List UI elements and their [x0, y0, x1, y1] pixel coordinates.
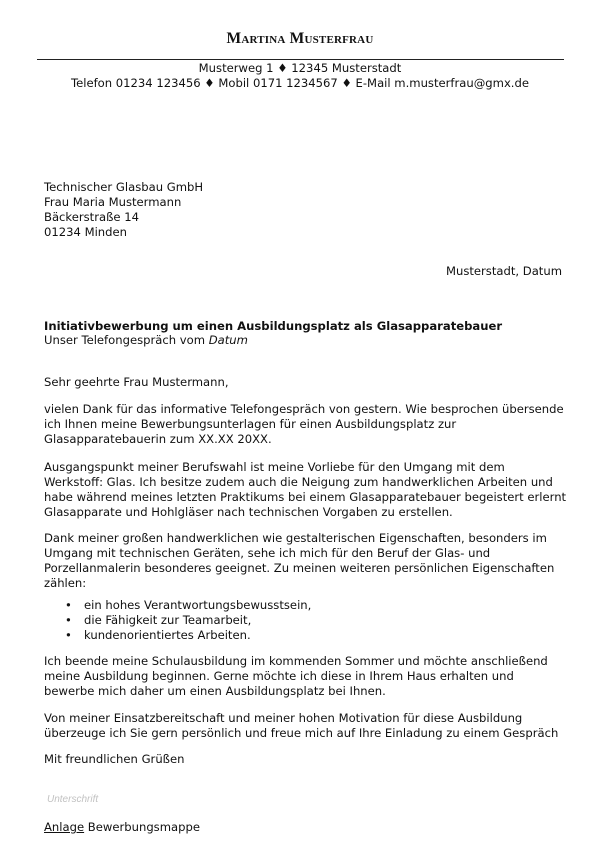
list-item-text: die Fähigkeit zur Teamarbeit,	[84, 613, 252, 627]
reference-date: Datum	[208, 333, 248, 347]
enclosure-label: Anlage	[44, 820, 85, 834]
paragraph-line: Porzellanmalerin besonderes geeignet. Zu meinen weiteren persönlichen Eigenschaften	[44, 561, 555, 575]
recipient-line: Technischer Glasbau GmbH	[44, 180, 204, 194]
paragraph-line: vielen Dank für das informative Telefongespräch von gestern. Wie besprochen übersende	[44, 402, 564, 416]
sender-contact: Telefon 01234 123456 ♦ Mobil 0171 1234567 ♦ E-Mail m.musterfrau@gmx.de	[70, 76, 529, 90]
paragraph-line: Glasapparatebauerin zum XX.XX 20XX.	[44, 432, 272, 446]
bullet-icon: •	[65, 598, 72, 612]
recipient-line: 01234 Minden	[44, 225, 127, 239]
signature-placeholder: Unterschrift	[47, 794, 99, 805]
sender-name: Martina Musterfrau	[226, 30, 374, 47]
bullet-icon: •	[65, 628, 72, 642]
paragraph-line: Umgang mit technischen Geräten, sehe ich mich für den Beruf der Glas- und	[44, 546, 491, 560]
closing: Mit freundlichen Grüßen	[44, 752, 185, 766]
paragraph-line: Werkstoff: Glas. Ich besitze zudem auch die Neigung zum handwerklichen Arbeiten und	[44, 475, 553, 489]
header-divider	[37, 59, 564, 60]
reference-prefix: Unser Telefongespräch vom	[44, 333, 209, 347]
paragraph-line: bewerbe mich daher um einen Ausbildungsplatz bei Ihnen.	[44, 684, 386, 698]
date-line: Musterstadt, Datum	[445, 264, 562, 278]
paragraph-1	[44, 402, 564, 447]
paragraph-line: Ausgangspunkt meiner Berufswahl ist meine Vorliebe für den Umgang mit dem	[44, 460, 505, 474]
subject-title: Initiativbewerbung um einen Ausbildungsplatz als Glasapparatebauer	[44, 319, 503, 333]
subject-reference	[44, 333, 248, 347]
recipient-address	[44, 180, 203, 240]
list-item-text: ein hohes Verantwortungsbewusstsein,	[84, 598, 312, 612]
paragraph-line: ich Ihnen meine Bewerbungsunterlagen für einen Ausbildungsplatz zur	[44, 417, 457, 431]
list-item	[44, 598, 311, 613]
paragraph-line: Von meiner Einsatzbereitschaft und meiner hohen Motivation für diese Ausbildung	[44, 711, 523, 725]
salutation: Sehr geehrte Frau Mustermann,	[44, 375, 229, 389]
list-item-text: kundenorientiertes Arbeiten.	[84, 628, 251, 642]
paragraph-line: meine Ausbildung beginnen. Gerne möchte ich diese in Ihrem Haus erhalten und	[44, 669, 514, 683]
bullet-icon: •	[65, 613, 72, 627]
enclosure-text: Bewerbungsmappe	[84, 820, 200, 834]
paragraph-3	[44, 531, 554, 591]
qualities-list	[44, 598, 311, 643]
paragraph-4	[44, 654, 548, 699]
enclosure-line	[44, 820, 200, 834]
recipient-line: Bäckerstraße 14	[44, 210, 139, 224]
paragraph-line: Ich beende meine Schulausbildung im kommenden Sommer und möchte anschließend	[44, 654, 548, 668]
paragraph-line: Glasapparate und Hohlgläser nach technischen Vorgaben zu erstellen.	[44, 505, 453, 519]
paragraph-line: zählen:	[44, 576, 87, 590]
recipient-line: Frau Maria Mustermann	[44, 195, 182, 209]
paragraph-line: Dank meiner großen handwerklichen wie gestalterischen Eigenschaften, besonders im	[44, 531, 547, 545]
sender-address: Musterweg 1 ♦ 12345 Musterstadt	[198, 61, 402, 75]
paragraph-2	[44, 460, 566, 520]
paragraph-5	[44, 711, 558, 741]
paragraph-line: habe während meines letzten Praktikums bei einem Glasapparatebauer begeistert erlernt	[44, 490, 567, 504]
paragraph-line: überzeuge ich Sie gern persönlich und freue mich auf Ihre Einladung zu einem Gespräch	[44, 726, 559, 740]
list-item	[44, 613, 311, 628]
list-item	[44, 628, 311, 643]
